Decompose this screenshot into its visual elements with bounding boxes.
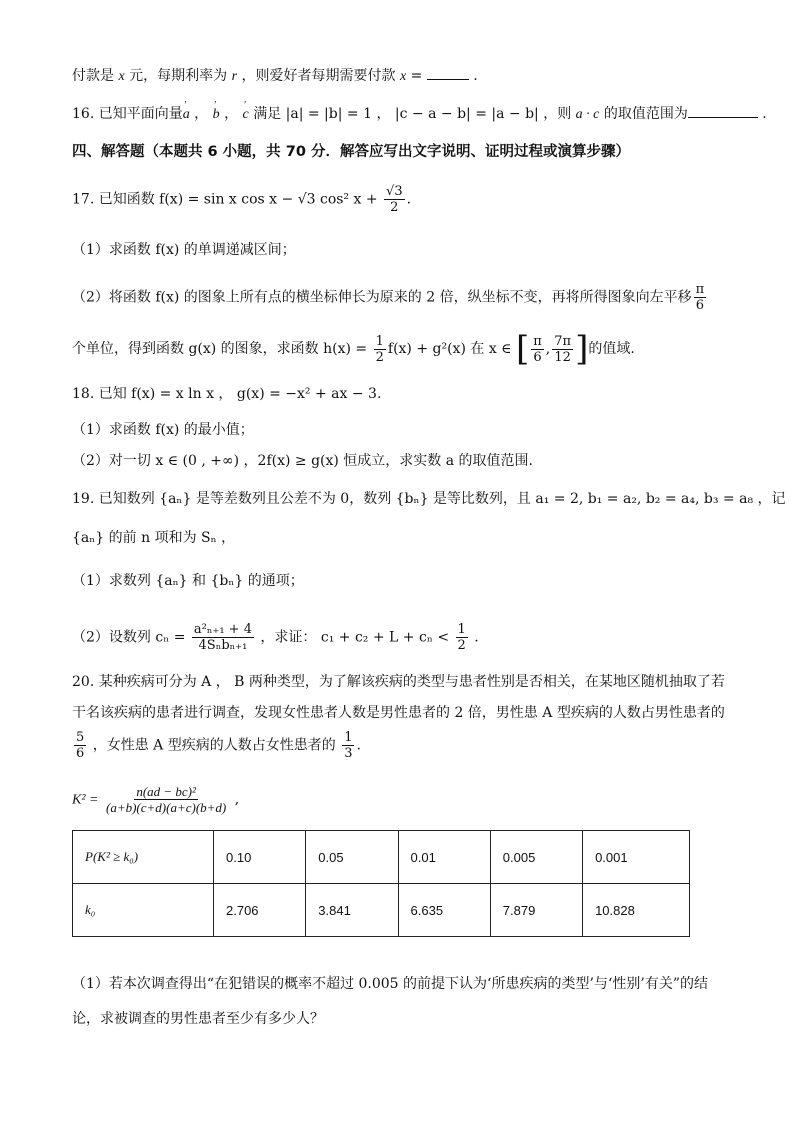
q17-part2-text: （2）将函数 f(x) 的图象上所有点的横坐标伸长为原来的 2 倍，纵坐标不变，再将所得图象向左平移	[72, 289, 692, 306]
section-heading: 四、解答题（本题共 6 小题，共 70 分．解答应写出文字说明、证明过程或演算步骤）	[72, 144, 630, 160]
q16-tail: 的取值范围为	[599, 106, 688, 122]
q19-part2	[72, 622, 734, 653]
table-row	[73, 884, 690, 937]
table-cell: 7.879	[490, 884, 582, 937]
q20-part1-line2: 论，求被调查的男性患者至少有多少人？	[72, 1011, 324, 1027]
answer-blank[interactable]	[427, 67, 469, 80]
frac-den: 2	[390, 200, 399, 215]
q15-text: 元，每期利率为	[124, 68, 232, 84]
k2-formula	[72, 784, 734, 815]
table-cell: 2.706	[214, 884, 306, 937]
fraction	[552, 334, 573, 365]
fraction	[374, 334, 386, 365]
vector-b: ' b	[213, 105, 220, 125]
frac-num: 5	[76, 730, 85, 745]
q16-number: 16. 已知平面向量	[72, 106, 183, 122]
frac-den: 2	[457, 638, 466, 653]
q20-line3	[72, 730, 734, 761]
frac-den: 6	[76, 746, 85, 761]
q19-stem2: {aₙ} 的前 n 项和为 Sₙ ，	[72, 530, 236, 546]
var-r: r	[231, 69, 238, 84]
q19-end: .	[469, 629, 479, 646]
fraction	[384, 184, 405, 215]
q20-text: ，女性患 A 型疾病的人数占女性患者的	[88, 737, 341, 754]
frac-num: 7π	[554, 333, 572, 349]
vector-c: ' c	[243, 105, 249, 125]
fraction	[192, 622, 254, 653]
frac-num: 1	[375, 333, 384, 349]
frac-num: π	[695, 282, 705, 297]
fraction	[694, 282, 707, 313]
q17-text: 17. 已知函数 f(x) = sin x cos x − √3 cos² x +	[72, 191, 383, 208]
table-row	[73, 831, 690, 884]
frac-den: 6	[695, 298, 705, 313]
q18-stem: 18. 已知 f(x) = x ln x ， g(x) = −x² + ax − 3.	[72, 386, 382, 402]
table-header-cell: k₀	[73, 884, 214, 937]
separator: ，	[219, 106, 243, 122]
frac-den: 6	[533, 349, 542, 365]
separator: ，	[189, 106, 213, 122]
fraction	[456, 622, 468, 653]
q16-end: .	[757, 106, 767, 122]
q17-text: f(x) + g²(x) 在 x ∈	[387, 341, 516, 357]
table-cell: 0.005	[490, 831, 582, 884]
q19-text: ，求证： c₁ + c₂ + L + cₙ <	[255, 629, 454, 646]
q17-stem	[72, 184, 734, 215]
q17-text: 个单位，得到函数 g(x) 的图象，求函数 h(x) =	[72, 341, 372, 357]
critical-value-table	[72, 830, 690, 937]
fraction	[104, 784, 228, 815]
q19-part1: （1）求数列 {aₙ} 和 {bₙ} 的通项；	[72, 573, 304, 589]
q17-part1: （1）求函数 f(x) 的单调递减区间；	[72, 242, 296, 258]
frac-num: 1	[344, 730, 353, 745]
fraction	[342, 730, 354, 761]
table-cell: 3.841	[306, 884, 398, 937]
var-x: x	[399, 69, 407, 84]
var-x: x	[118, 69, 125, 84]
frac-num: a²ₙ₊₁ + 4	[193, 622, 252, 637]
q19-stem: 19. 已知数列 {aₙ} 是等差数列且公差不为 0，数列 {bₙ} 是等比数列，且 a₁ = 2, b₁ = a₂, b₂ = a₄, b₃ = a₈ ，记	[72, 491, 786, 507]
q20-part1-line1: （1）若本次调查得出“在犯错误的概率不超过 0.005 的前提下认为‘所患疾病的类型’与‘性别’有关”的结	[72, 976, 708, 992]
q15-end: .	[468, 68, 478, 84]
fraction	[74, 730, 86, 761]
table-header-cell: P(K² ≥ k₀)	[73, 831, 214, 884]
table-cell: 0.10	[214, 831, 306, 884]
frac-den: 4Sₙbₙ₊₁	[198, 638, 248, 653]
q17-part2	[72, 282, 734, 313]
frac-den: 3	[344, 746, 353, 761]
table-cell: 10.828	[583, 884, 690, 937]
q15-tail	[72, 66, 734, 87]
formula-lhs: K² =	[72, 792, 102, 808]
q17-text: 的值域.	[588, 341, 635, 357]
q20-line2: 干名该疾病的患者进行调查，发现女性患者人数是男性患者的 2 倍，男性患 A 型疾病的人数占男性患者的	[72, 705, 725, 721]
frac-num: π	[533, 333, 542, 349]
q16	[72, 104, 767, 125]
q15-text: ，则爱好者每期需要付款	[237, 68, 400, 84]
table-cell: 6.635	[398, 884, 490, 937]
frac-den: (a+b)(c+d)(a+c)(b+d)	[105, 800, 227, 815]
q19-text: （2）设数列 cₙ =	[72, 629, 190, 646]
frac-num: n(ad − bc)²	[136, 784, 196, 799]
fraction	[531, 334, 544, 365]
q15-text: =	[406, 68, 427, 84]
vector-a: ' a	[183, 105, 190, 125]
formula-end: ,	[230, 791, 240, 808]
table-cell: 0.05	[306, 831, 398, 884]
frac-num: 1	[457, 622, 466, 637]
q18-part1: （1）求函数 f(x) 的最小值；	[72, 422, 254, 438]
q20-end: .	[356, 737, 361, 754]
frac-num: √3	[386, 184, 403, 199]
left-bracket: [	[515, 329, 530, 369]
right-bracket: ]	[575, 329, 589, 369]
q17-end: .	[406, 191, 412, 208]
q20-line1: 20. 某种疾病可分为 A ， B 两种类型，为了解该疾病的类型与患者性别是否相关，在某地区随机抽取了若	[72, 674, 725, 690]
q16-condition: |c − a − b| = |a − b| ，则	[390, 106, 576, 122]
frac-den: 2	[375, 349, 384, 365]
table-cell: 0.001	[583, 831, 690, 884]
dot-product: a · c	[575, 107, 600, 122]
table-cell: 0.01	[398, 831, 490, 884]
q16-condition: 满足 |a| = |b| = 1 ，	[248, 106, 391, 122]
q18-part2: （2）对一切 x ∈ (0 , +∞) ，2f(x) ≥ g(x) 恒成立，求实数 a 的取值范围.	[72, 453, 534, 469]
q17-part2-cont: 个单位，得到函数 g(x) 的图象，求函数 h(x) = $\frac{1}{2}$ f(x) + g²(x) 在 x ∈ [ $\frac{\pi}{6}$ , $\frac{7\pi}{12}$ ]的值域.	[72, 329, 635, 369]
q15-text: 付款是	[72, 68, 119, 84]
answer-blank[interactable]	[688, 105, 758, 118]
frac-den: 12	[554, 349, 571, 365]
